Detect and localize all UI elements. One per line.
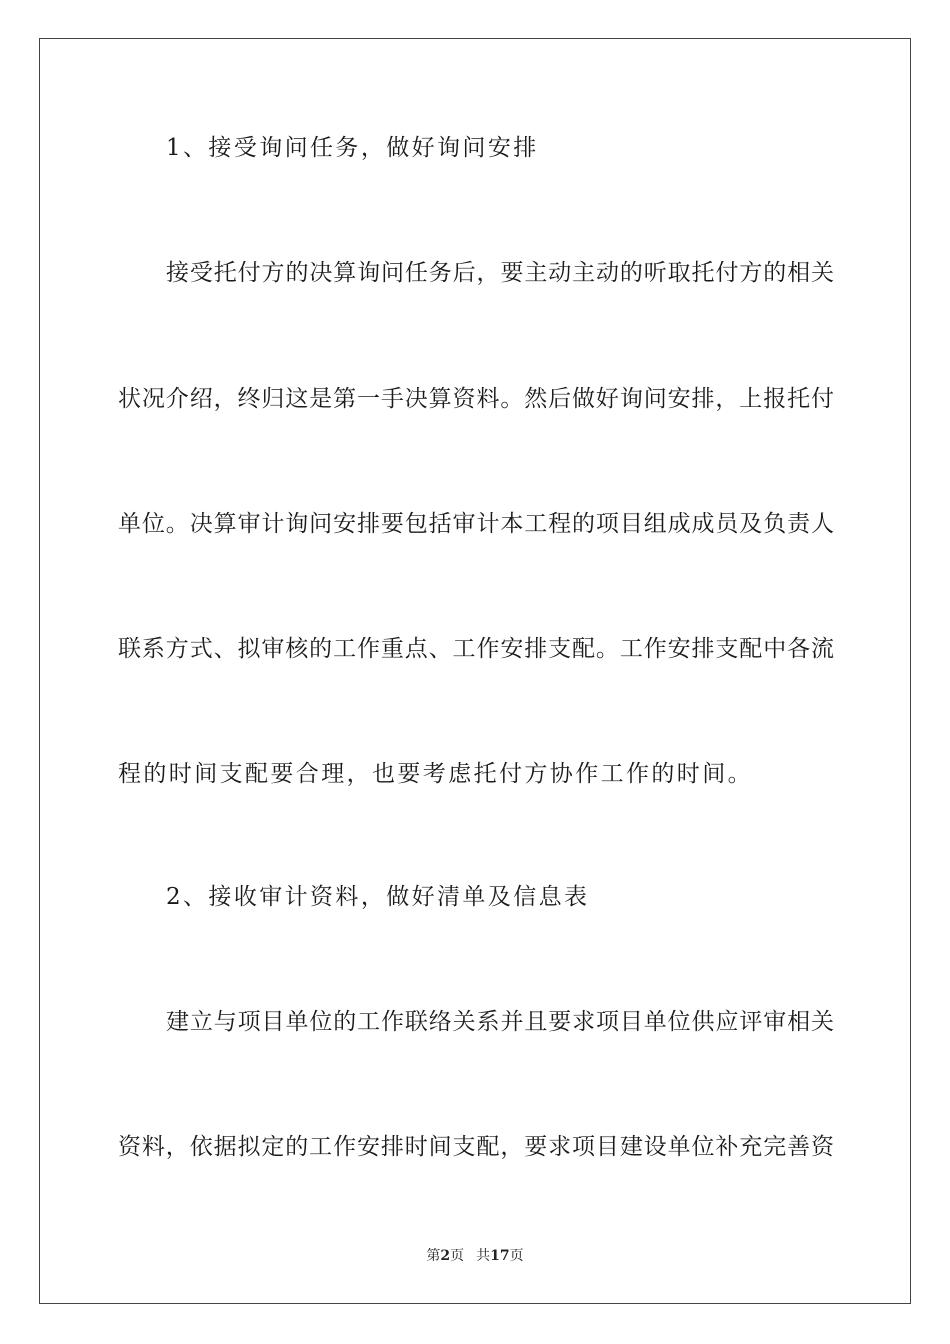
- paragraph-line: 建立与项目单位的工作联络关系并且要求项目单位供应评审相关: [166, 1009, 834, 1035]
- paragraph-line: 程的时间支配要合理，也要考虑托付方协作工作的时间。: [118, 761, 753, 787]
- paragraph-line: 状况介绍，终归这是第一手决算资料。然后做好询问安排，上报托付: [118, 386, 834, 412]
- footer-page-suffix: 页: [450, 1248, 465, 1264]
- paragraph-line: 资料，依据拟定的工作安排时间支配，要求项目建设单位补充完善资: [118, 1134, 834, 1160]
- paragraph-line: 接受托付方的决算询问任务后，要主动主动的听取托付方的相关: [166, 260, 834, 286]
- footer-page-current: 2: [440, 1248, 451, 1264]
- footer-page-total: 17: [490, 1248, 510, 1264]
- footer-total-suffix: 页: [509, 1248, 524, 1264]
- footer-page-prefix: 第: [426, 1248, 441, 1264]
- footer-total-prefix: 共: [476, 1248, 491, 1264]
- section-heading-2: 2、接收审计资料，做好清单及信息表: [166, 884, 590, 910]
- page-footer: [0, 1247, 950, 1265]
- page-frame: [39, 38, 911, 1304]
- paragraph-line: 单位。决算审计询问安排要包括审计本工程的项目组成成员及负责人: [118, 511, 834, 537]
- section-heading-1: 1、接受询问任务，做好询问安排: [166, 135, 539, 161]
- paragraph-line: 联系方式、拟审核的工作重点、工作安排支配。工作安排支配中各流: [118, 636, 834, 662]
